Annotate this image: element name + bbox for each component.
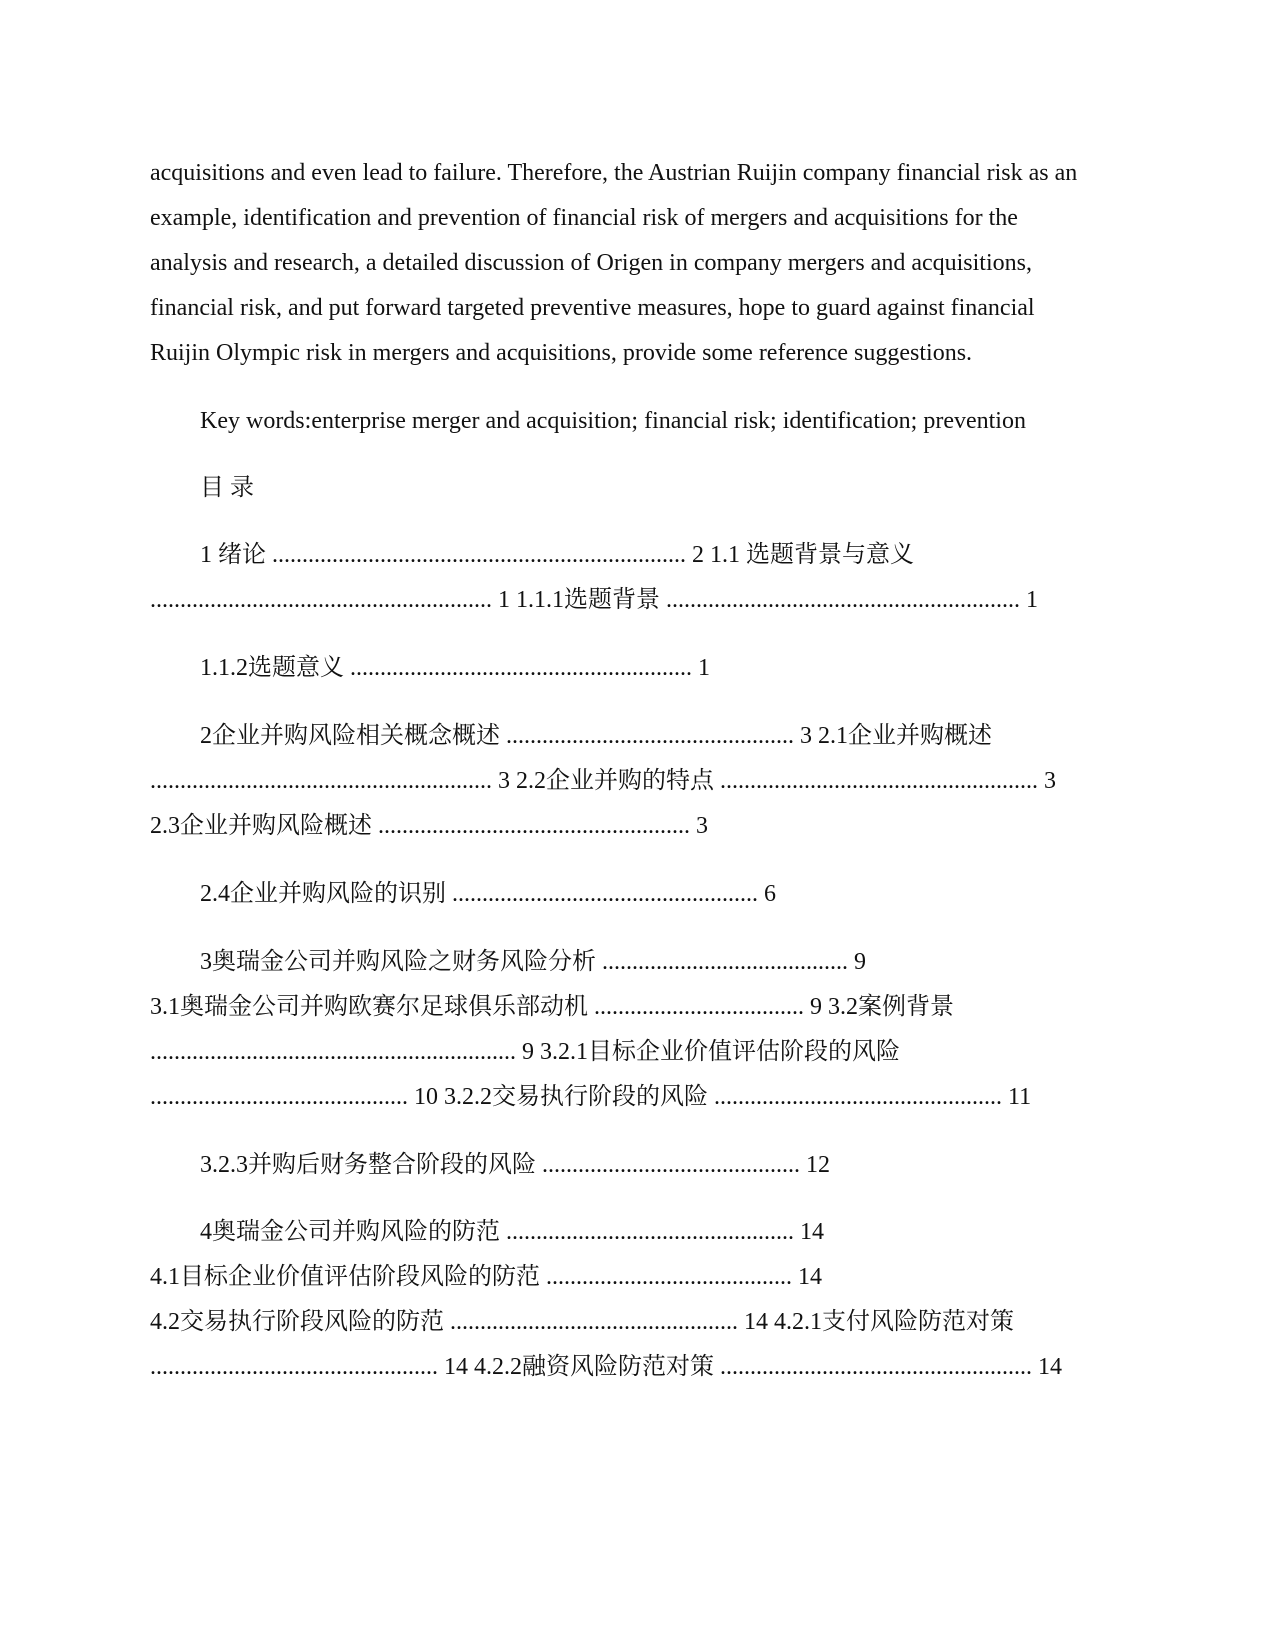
toc-entry: 4.1目标企业价值评估阶段风险的防范 ......................................... 14	[150, 1264, 822, 1290]
abstract-line: Ruijin Olympic risk in mergers and acquisitions, provide some reference suggestions.	[150, 340, 973, 366]
abstract-line: acquisitions and even lead to failure. Therefore, the Austrian Ruijin company financial risk as an	[150, 160, 1078, 186]
toc-entry: 2企业并购风险相关概念概述 ................................................ 3 2.1企业并购概述	[200, 723, 992, 749]
toc-entry: 2.3企业并购风险概述 .................................................... 3	[150, 813, 708, 839]
toc-entry: 1.1.2选题意义 ......................................................... 1	[200, 655, 710, 681]
toc-entry: 3.2.3并购后财务整合阶段的风险 ........................................... 12	[200, 1152, 830, 1178]
toc-entry: ......................................................... 1 1.1.1选题背景 ........................................................... 1	[150, 587, 1038, 613]
toc-entry: 4.2交易执行阶段风险的防范 ................................................ 14 4.2.1支付风险防范对策	[150, 1309, 1014, 1335]
toc-entry: ................................................ 14 4.2.2融资风险防范对策 .................................................... 14	[150, 1354, 1062, 1380]
abstract-line: analysis and research, a detailed discussion of Origen in company mergers and acquisitions,	[150, 250, 1032, 276]
abstract-line: financial risk, and put forward targeted preventive measures, hope to guard against financial	[150, 295, 1035, 321]
toc-entry: 1 绪论 ..................................................................... 2 1.1 选题背景与意义	[200, 542, 914, 568]
toc-entry: 3.1奥瑞金公司并购欧赛尔足球俱乐部动机 ................................... 9 3.2案例背景	[150, 994, 954, 1020]
toc-entry: ........................................... 10 3.2.2交易执行阶段的风险 ................................................ 11	[150, 1084, 1032, 1110]
toc-entry: 2.4企业并购风险的识别 ................................................... 6	[200, 881, 776, 907]
keywords: Key words:enterprise merger and acquisition; financial risk; identification; prevention	[200, 408, 1026, 434]
toc-entry: ......................................................... 3 2.2企业并购的特点 ..................................................... 3	[150, 768, 1056, 794]
toc-entry: 4奥瑞金公司并购风险的防范 ................................................ 14	[200, 1219, 824, 1245]
abstract-line: example, identification and prevention of financial risk of mergers and acquisitions for the	[150, 205, 1018, 231]
toc-title: 目 录	[200, 475, 254, 501]
toc-entry: ............................................................. 9 3.2.1目标企业价值评估阶段的风险	[150, 1039, 900, 1065]
toc-entry: 3奥瑞金公司并购风险之财务风险分析 ......................................... 9	[200, 949, 866, 975]
